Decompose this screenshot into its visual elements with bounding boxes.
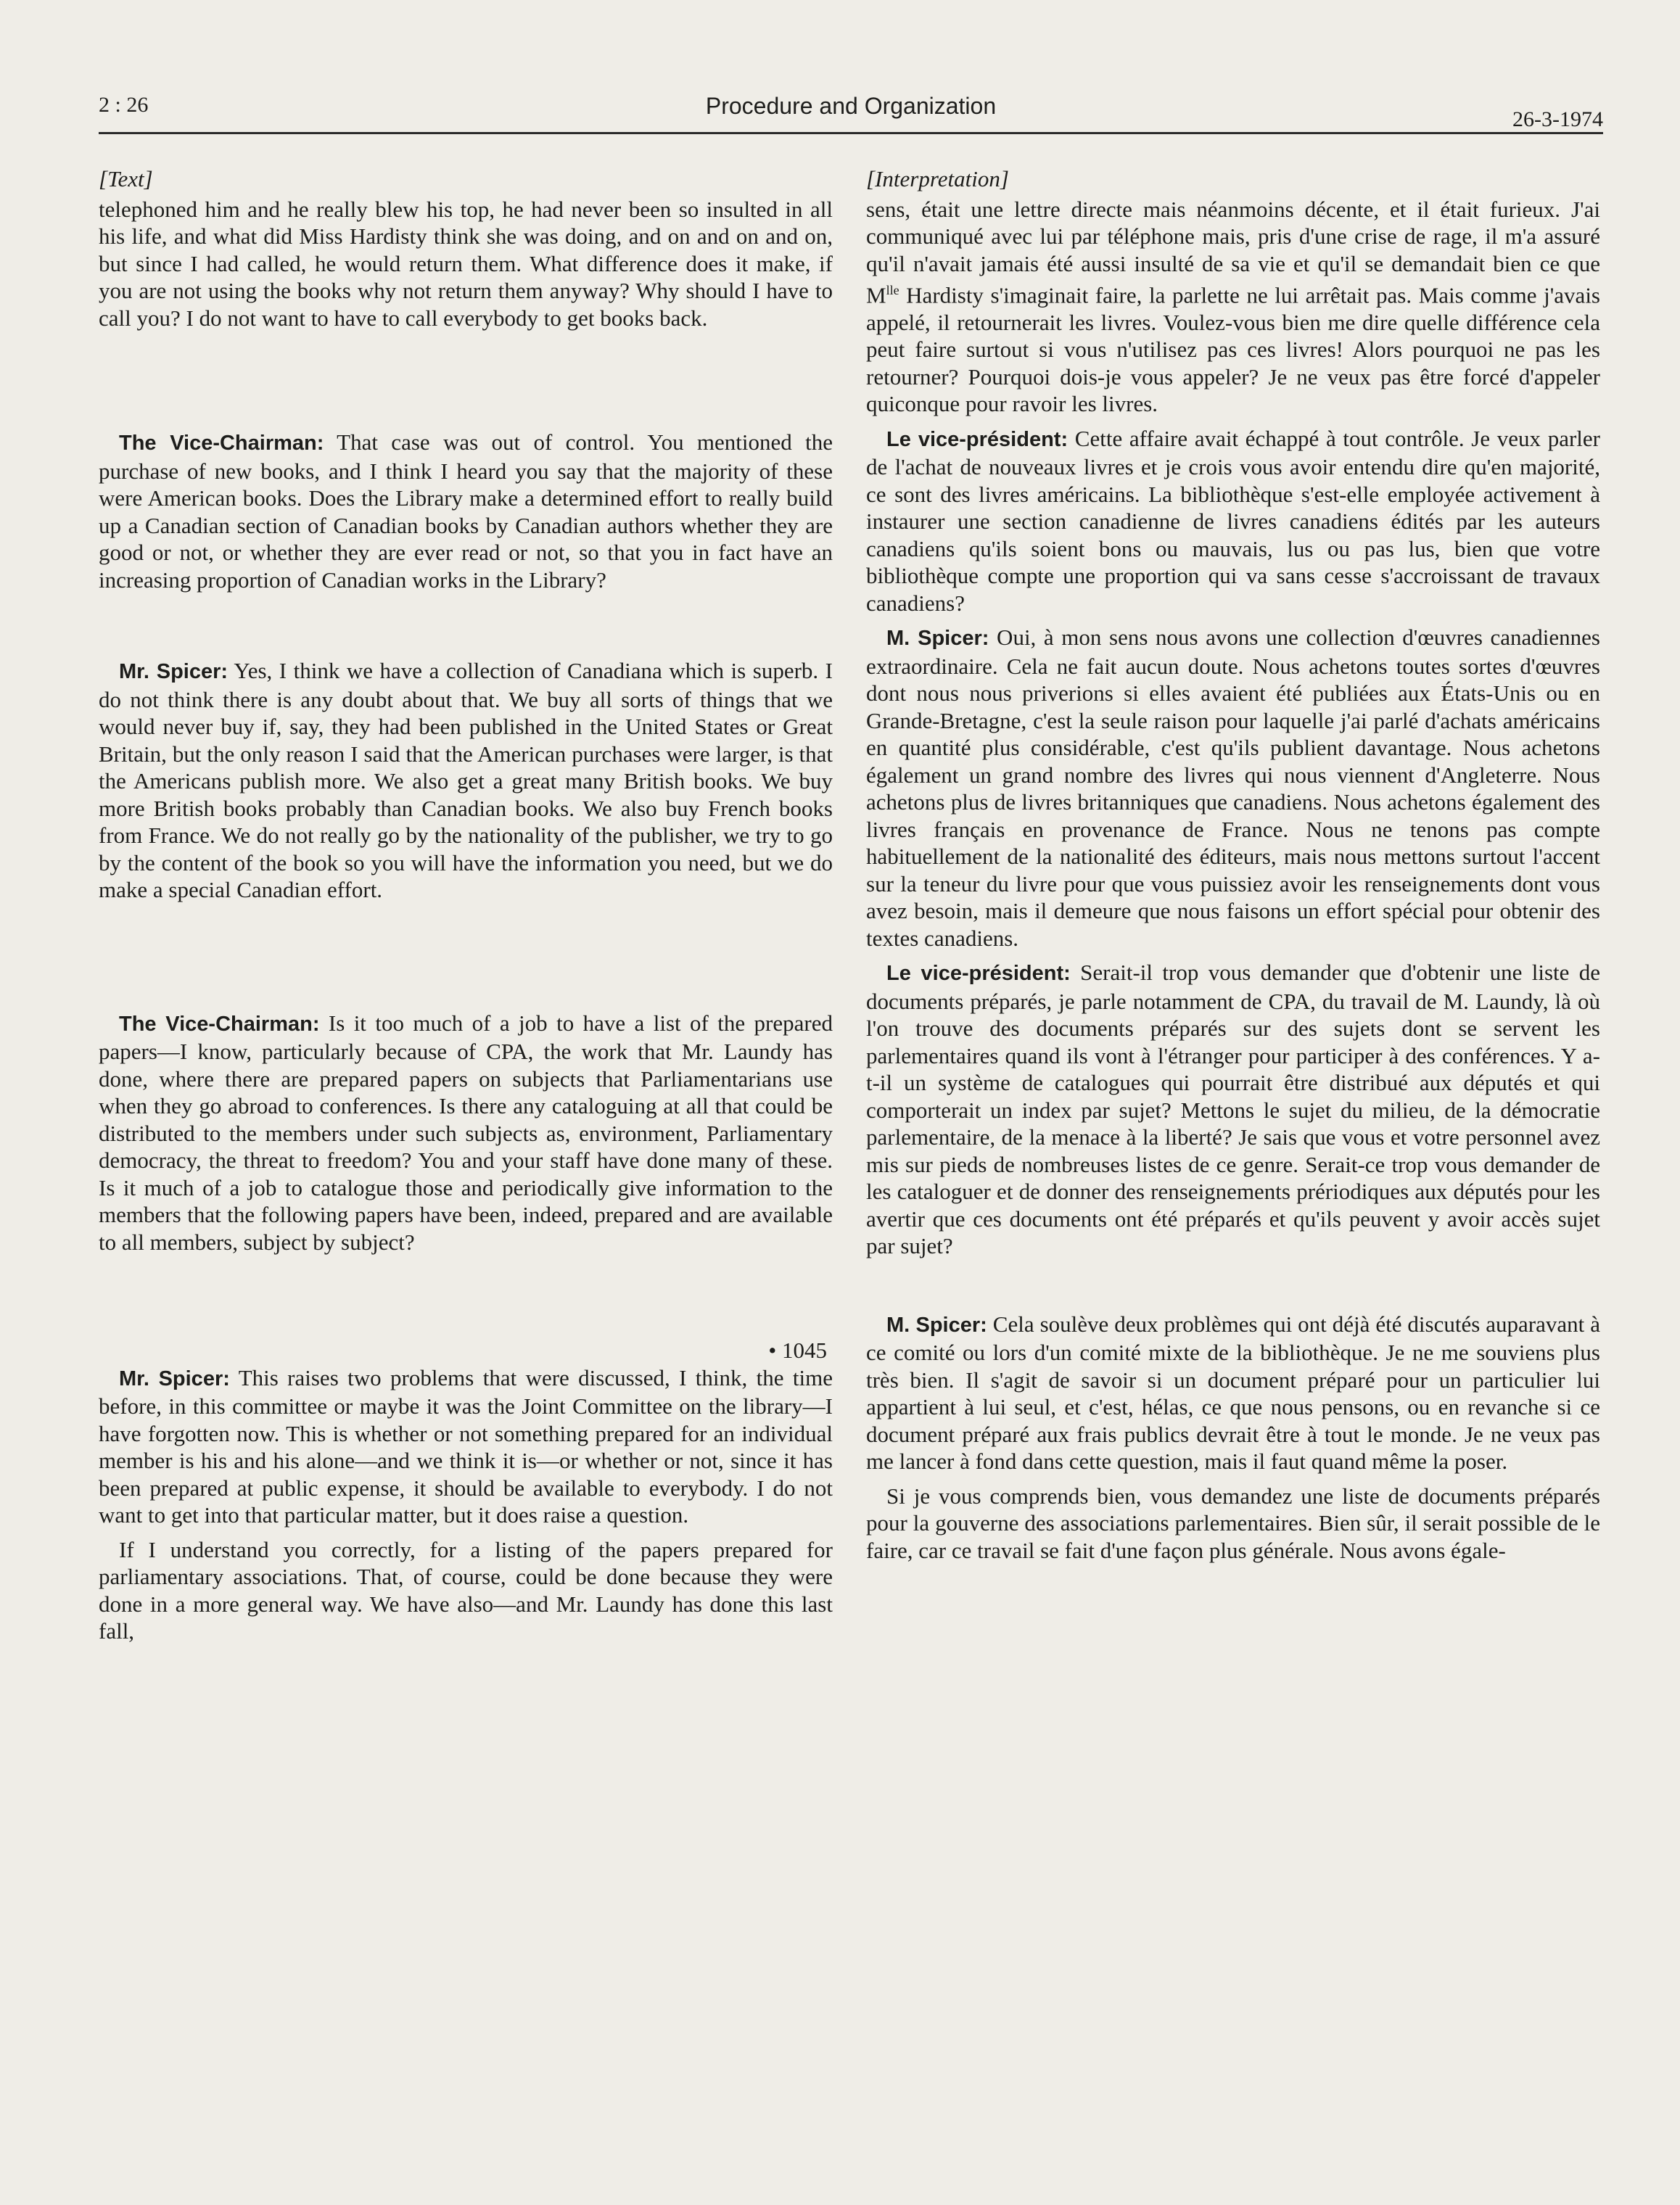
page-date: 26-3-1974: [1512, 107, 1603, 131]
speech-text: Cette affaire avait échappé à tout contrôle. Je veux parler de l'achat de nouveaux livres et je crois vous avoir entendu dire qu'en majorité, ce sont des livres américains. La bibliothèque s'est-elle employée activement à instaurer une section canadienne de livres canadiens édités par les auteurs canadiens qu'ils soient bons ou mauvais, lus ou pas lus, bien que votre bibliothèque compte une proportion qui va sans cesse s'accroissant de travaux canadiens?: [866, 425, 1600, 616]
language-label: [Text]: [99, 166, 153, 191]
speech-text: Serait-il trop vous demander que d'obtenir une liste de documents préparés, je parle notamment de CPA, du travail de M. Laundy, là où l'on trouve des documents préparés sur des sujets dont se servent les parlementaires quand ils vont à l'étranger pour participer à des conférences. Y a-t-il un système de catalogues qui pourrait être distribué aux députés et qui comporterait un index par sujet? Mettons le sujet du milieu, de la démocratie parlementaire, de la menace à la liberté? Je sais que vous et votre personnel avez mis sur pieds de nombreuses listes de ce genre. Serait-ce trop vous demander de les cataloguer et de donner des renseignements prériodiques aux députés pour les avertir que ces documents ont été préparés et qu'ils peuvent y avoir accès sujet par sujet?: [866, 960, 1601, 1259]
speaker-name: M. Spicer:: [886, 1313, 987, 1337]
speaker-name: The Vice-Chairman:: [119, 1012, 320, 1036]
paragraph: If I understand you correctly, for a listing of the papers prepared for parliamentary associations. That, of course, could be done because they were done in a more general way. We have also—and Mr. Laundy has done this last fall,: [99, 1536, 833, 1644]
speech-paragraph: [99, 1364, 833, 1529]
speaker-name: Mr. Spicer:: [119, 1367, 230, 1390]
speech-paragraph: [866, 425, 1600, 617]
speech-text: Cela soulève deux problèmes qui ont déjà été discutés auparavant à ce comité ou lors d'un comité mixte de la bibliothèque. Je ne me souviens plus très bien. Il s'agit de savoir si un document préparé pour un particulier lui appartient à lui seul, et c'est, hélas, ce que nous pensons, ou en revanche si ce document préparé aux frais publics devrait être à tout le monde. Je ne veux pas me lancer à fond dans cette question, mais il faut quand même la poser.: [866, 1311, 1600, 1475]
page-header: [99, 88, 1603, 134]
paragraph: telephoned him and he really blew his top, he had never been so insulted in all his life, and what did Miss Hardisty think she was doing, and on and on and on, but since I had called, he would return them. What difference does it make, if you are not using the books why not return them anyway? Why should I have to call you? I do not want to have to call everybody to get books back.: [99, 196, 833, 331]
speech-paragraph: [99, 1010, 833, 1256]
speaker-name: Le vice-président:: [886, 427, 1068, 451]
speech-text: Is it too much of a job to have a list of the prepared papers—I know, particularly because of CPA, the work that Mr. Laundy has done, where there are prepared papers on subjects that Parliamentarians use when they go abroad to conferences. Is there any cataloguing at all that could be distributed to the members under such subjects as, environment, Parliamentary democracy, the threat to freedom? You and your staff have done many of these. Is it much of a job to catalogue those and periodically give information to the members that the following papers have been, indeed, prepared and are available to all members, subject by subject?: [99, 1010, 833, 1255]
speaker-name: Le vice-président:: [886, 962, 1071, 986]
paragraph-text: sens, était une lettre directe mais néanmoins décente, et il était furieux. J'ai communiqué avec lui par téléphone mais, pris d'une crise de rage, il m'a assuré qu'il n'avait jamais été aussi insulté de sa vie et qu'il se demandait bien ce que M: [866, 196, 1600, 308]
speech-text: That case was out of control. You mentioned the purchase of new books, and I think I heard you say that the majority of these were American books. Does the Library make a determined effort to really build up a Canadian section of Canadian books by Canadian authors whether they are good or not, or whether they are ever read or not, so that you in fact have an increasing proportion of Canadian works in the Library?: [99, 429, 833, 593]
paragraph-text: Hardisty s'imaginait faire, la parlette ne lui arrêtait pas. Mais comme j'avais appelé, il retournerait les livres. Voulez-vous bien me dire quelle différence cela peut faire surtout si vous n'utilisez pas ces livres! Alors pourquoi ne pas les retourner? Pourquoi dois-je vous appeler? Je ne veux pas être forcé d'appeler quiconque pour ravoir les livres.: [866, 282, 1600, 417]
speech-text: Oui, à mon sens nous avons une collection d'œuvres canadiennes extraordinaire. Cela ne fait aucun doute. Nous achetons toutes sortes d'œuvres dont nous nous priverions si elles avaient été publiées aux États-Unis ou en Grande-Bretagne, c'est la seule raison pour laquelle j'ai parlé d'achats américains en quantité plus considérable, c'est qu'ils publient davantage. Nous achetons également un grand nombre des livres qui nous viennent d'Angleterre. Nous achetons plus de livres britanniques que canadiens. Nous achetons également des livres français en provenance de France. Nous ne tenons pas compte habituellement de la nationalité des éditeurs, mais nous mettons surtout l'accent sur la teneur du livre pour que vous puissiez avoir les renseignements dont vous avez besoin, mais il demeure que nous faisons un effort spécial pour obtenir des textes canadiens.: [866, 625, 1600, 951]
speaker-name: Mr. Spicer:: [119, 660, 228, 683]
speech-paragraph: [99, 657, 833, 904]
french-column: [866, 165, 1600, 1564]
paragraph: Si je vous comprends bien, vous demandez une liste de documents préparés pour la gouverne des associations parlementaires. Bien sûr, il serait possible de le faire, car ce travail se fait d'une façon plus générale. Nous avons égale-: [866, 1483, 1600, 1563]
speech-paragraph: [866, 1311, 1600, 1475]
english-column: [99, 165, 833, 1645]
speaker-name: M. Spicer:: [886, 627, 989, 651]
language-label: [Interpretation]: [866, 166, 1009, 191]
time-marker: • 1045: [768, 1338, 827, 1363]
speech-paragraph: [866, 624, 1600, 952]
speech-paragraph: [866, 959, 1600, 1260]
speaker-name: The Vice-Chairman:: [119, 432, 324, 455]
running-title: Procedure and Organization: [705, 93, 997, 119]
speech-paragraph: [99, 429, 833, 593]
speech-text: Yes, I think we have a collection of Canadiana which is superb. I do not think there is any doubt about that. We buy all sorts of things that we would never buy if, say, they had been published in the United States or Great Britain, but the only reason I said that the American purchases were larger, is that the Americans publish more. We also get a great many British books. We buy more British books probably than Canadian books. We also buy French books from France. We do not really go by the nationality of the publisher, we try to go by the content of the book so you will have the information you need, but we do make a special Canadian effort.: [99, 658, 833, 902]
superscript: lle: [886, 283, 899, 297]
speech-text: This raises two problems that were discussed, I think, the time before, in this committee or maybe it was the Joint Committee on the library—I have forgotten now. This is whether or not something prepared for an individual member is his and his alone—and we think it is—or whether or not, since it has been prepared at public expense, it should be available to everybody. I do not want to get into that particular matter, but it does raise a question.: [99, 1364, 833, 1528]
page-number: 2 : 26: [99, 93, 149, 117]
paragraph: [866, 196, 1600, 418]
